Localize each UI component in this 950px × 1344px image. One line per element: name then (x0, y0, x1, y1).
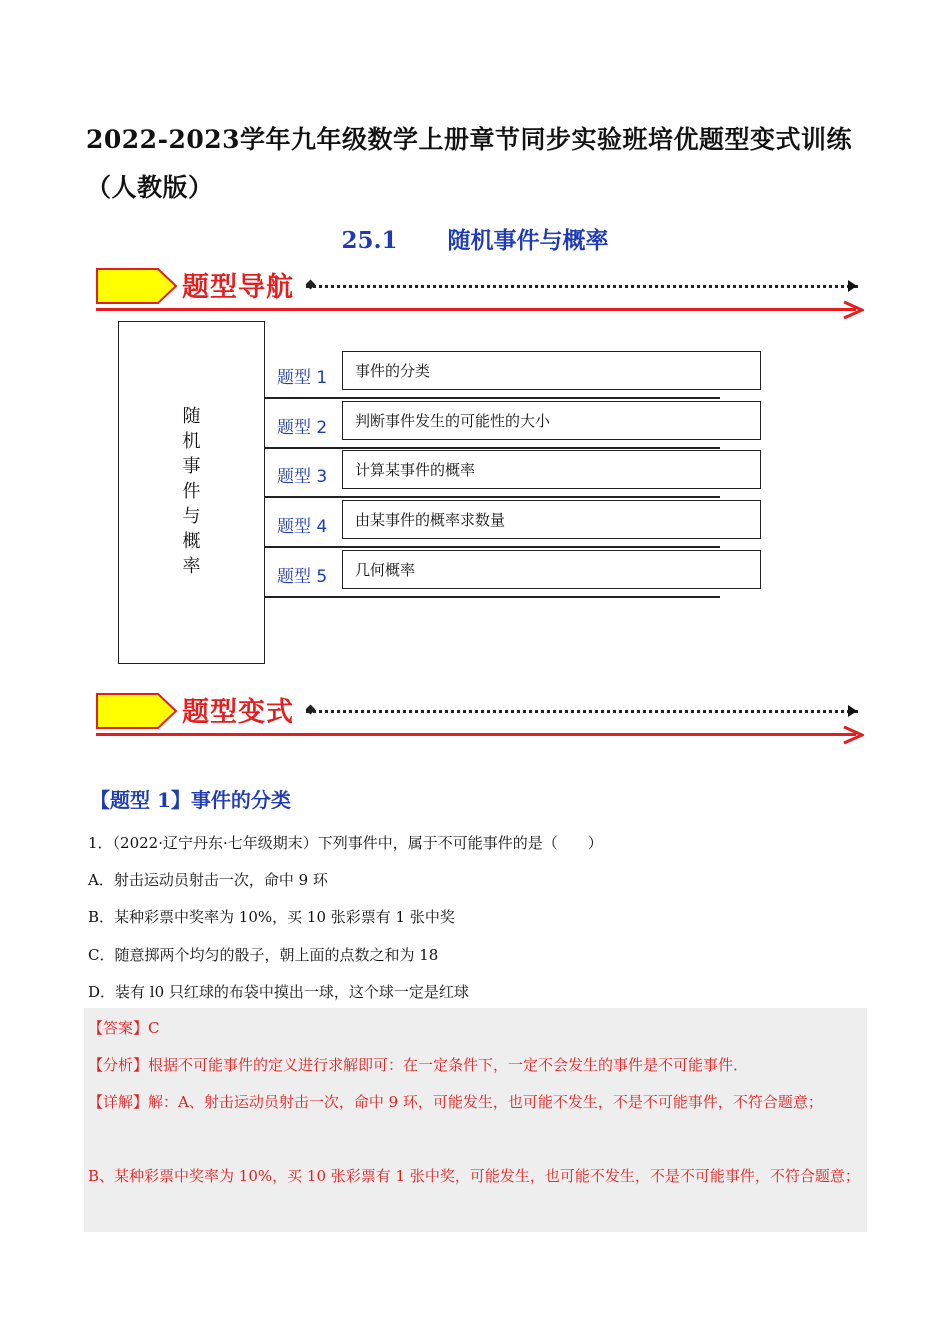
option-b: B．某种彩票中奖率为 10%，买 10 张彩票有 1 张中奖 (88, 908, 455, 926)
type-box: 由某事件的概率求数量 (342, 500, 761, 539)
option-d: D．装有 l0 只红球的布袋中摸出一球，这个球一定是红球 (88, 983, 469, 1001)
banner-label: 题型变式 (182, 697, 294, 728)
answer-text: 【答案】C (88, 1019, 160, 1037)
banner-type-variants (96, 693, 871, 753)
type-row-3 (265, 449, 765, 499)
type-1-heading: 【题型 1】事件的分类 (90, 788, 291, 812)
option-a: A．射击运动员射击一次，命中 9 环 (88, 871, 328, 889)
type-underline (265, 596, 720, 598)
topic-box (118, 321, 265, 664)
type-box: 计算某事件的概率 (342, 450, 761, 489)
type-box: 判断事件发生的可能性的大小 (342, 401, 761, 440)
analysis-text: 【分析】根据不可能事件的定义进行求解即可：在一定条件下，一定不会发生的事件是不可能事件． (88, 1056, 749, 1074)
option-c: C．随意掷两个均匀的骰子，朝上面的点数之和为 18 (88, 946, 439, 964)
type-label: 题型 3 (277, 467, 328, 487)
section-name: 随机事件与概率 (447, 227, 609, 254)
arrow-tag-icon (96, 268, 178, 304)
type-row-1 (265, 350, 765, 400)
arrowhead-icon (848, 280, 857, 292)
type-row-2 (265, 400, 765, 450)
dotted-line (306, 285, 858, 288)
red-arrow-icon (842, 724, 864, 746)
type-row-4 (265, 499, 765, 549)
type-label: 题型 2 (277, 418, 328, 438)
arrowhead-icon (848, 705, 857, 717)
dotted-line (306, 710, 858, 713)
banner-label: 题型导航 (182, 272, 294, 303)
type-box: 事件的分类 (342, 351, 761, 390)
detail-b-text: B、某种彩票中奖率为 10%，买 10 张彩票有 1 张中奖，可能发生，也可能不发生，不是不可能事件，不符合题意； (88, 1167, 860, 1185)
type-underline (265, 397, 720, 399)
type-underline (265, 546, 720, 548)
type-label: 题型 5 (277, 567, 328, 587)
red-arrow-icon (842, 299, 864, 321)
topic-box-text (119, 404, 264, 579)
section-number: 25.1 (341, 227, 398, 254)
type-row-5 (265, 549, 765, 599)
type-underline (265, 496, 720, 498)
question-stem: 1．（2022·辽宁丹东·七年级期末）下列事件中，属于不可能事件的是（ ） (88, 834, 603, 852)
red-underline (96, 733, 856, 736)
detail-a-text: 【详解】解：A、射击运动员射击一次，命中 9 环，可能发生，也可能不发生，不是不可能事件，不符合题意； (88, 1093, 823, 1111)
document-title: 2022-2023学年九年级数学上册章节同步实验班培优题型变式训练（人教版） (86, 125, 853, 202)
type-label: 题型 1 (277, 368, 328, 388)
type-label: 题型 4 (277, 517, 328, 537)
red-underline (96, 308, 856, 311)
arrow-tag-icon (96, 693, 178, 729)
type-box: 几何概率 (342, 550, 761, 589)
banner-type-navigation (96, 268, 871, 328)
section-title (0, 222, 950, 255)
topic-box-characters: 随 机 事 件 与 概 率 (182, 406, 201, 577)
